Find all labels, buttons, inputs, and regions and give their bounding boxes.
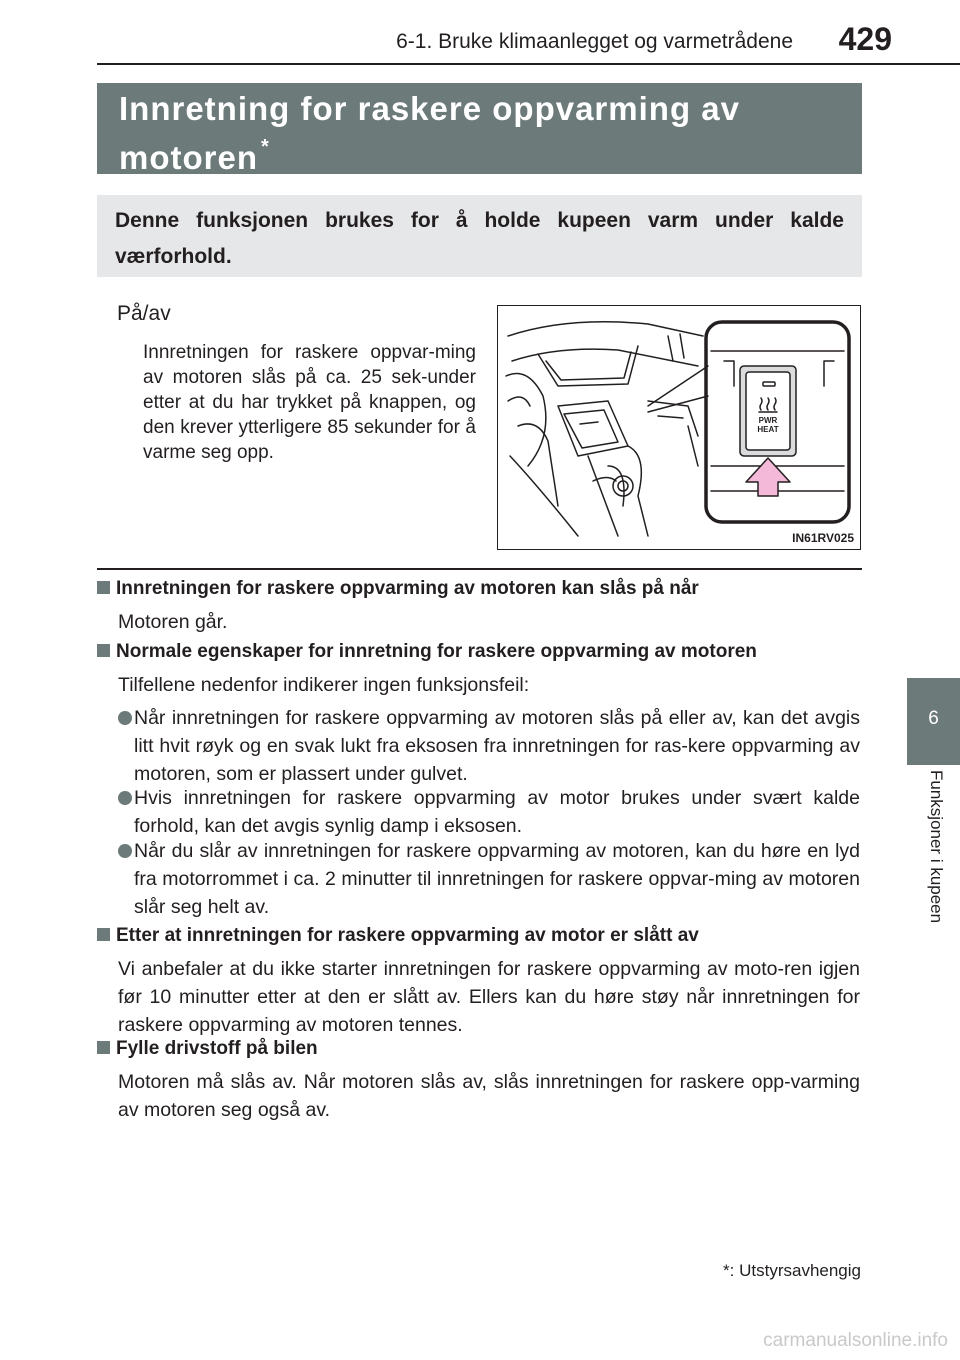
note-body: Vi anbefaler at du ikke starter innretningen for raskere oppvarming av moto-ren igjen før 10 minutter etter at den er slått av. Ellers kan du høre støy når innretningen for raskere oppvarming av motoren tennes. [118, 958, 860, 1036]
list-item: Hvis innretningen for raskere oppvarming av motor brukes under svært kalde forhold, kan det avgis synlig damp i eksosen. [118, 784, 860, 840]
chapter-number: 6 [928, 708, 939, 729]
section-rule [97, 568, 862, 570]
watermark: carmanualsonline.info [763, 1330, 948, 1351]
note-body: Motoren går. [118, 611, 228, 633]
list-item: Når innretningen for raskere oppvarming av motoren slås på eller av, kan det avgis litt hvit røyk og en svak lukt fra eksosen fra innretningen for ras-kere oppvarming av motoren, som er plassert under gulvet. [118, 704, 860, 788]
note-heading: Innretningen for raskere oppvarming av motoren kan slås på når [97, 578, 699, 600]
pwr-label: PWR [758, 416, 778, 425]
round-bullet-icon [118, 711, 132, 725]
note-body: Tilfellene nedenfor indikerer ingen funksjonsfeil: [118, 674, 530, 696]
heading-line-2: motoren [119, 139, 258, 176]
dashboard-illustration [497, 305, 861, 550]
square-bullet-icon [97, 644, 110, 657]
note-heading: Etter at innretningen for raskere oppvarming av motor er slått av [97, 925, 699, 947]
square-bullet-icon [97, 1041, 110, 1054]
page-heading [97, 83, 862, 174]
on-off-label: På/av [117, 302, 171, 325]
note-heading: Normale egenskaper for innretning for raskere oppvarming av motoren [97, 641, 757, 663]
page-number: 429 [838, 21, 892, 57]
dashboard-drawing [498, 306, 859, 548]
round-bullet-icon [118, 844, 132, 858]
square-bullet-icon [97, 928, 110, 941]
on-off-description: Innretningen for raskere oppvar-ming av motoren slås på ca. 25 sek-under etter at du har trykket på knappen, og den krever ytterligere 85 sekunder for å varme seg opp. [143, 342, 476, 463]
note-body: Motoren må slås av. Når motoren slås av, slås innretningen for raskere opp-varming av motoren seg også av. [118, 1071, 860, 1121]
asterisk-mark: * [261, 136, 270, 158]
intro-summary: Denne funksjonen brukes for å holde kupeen varm under kalde værforhold. [97, 195, 862, 277]
square-bullet-icon [97, 581, 110, 594]
chapter-label: Funksjoner i kupeen [927, 770, 946, 924]
round-bullet-icon [118, 791, 132, 805]
footnote: *: Utstyrsavhengig [723, 1261, 861, 1280]
list-item: Når du slår av innretningen for raskere oppvarming av motoren, kan du høre en lyd fra motorrommet i ca. 2 minutter til innretningen for raskere oppvar-ming av motoren slår seg helt av. [118, 837, 860, 921]
note-heading: Fylle drivstoff på bilen [97, 1038, 318, 1060]
heading-line-1: Innretning for raskere oppvarming av [119, 90, 740, 127]
figure-code: IN61RV025 [792, 531, 854, 545]
section-title: 6-1. Bruke klimaanlegget og varmetrådene [396, 30, 793, 53]
header-rule [97, 63, 960, 65]
heat-label: HEAT [757, 425, 779, 434]
